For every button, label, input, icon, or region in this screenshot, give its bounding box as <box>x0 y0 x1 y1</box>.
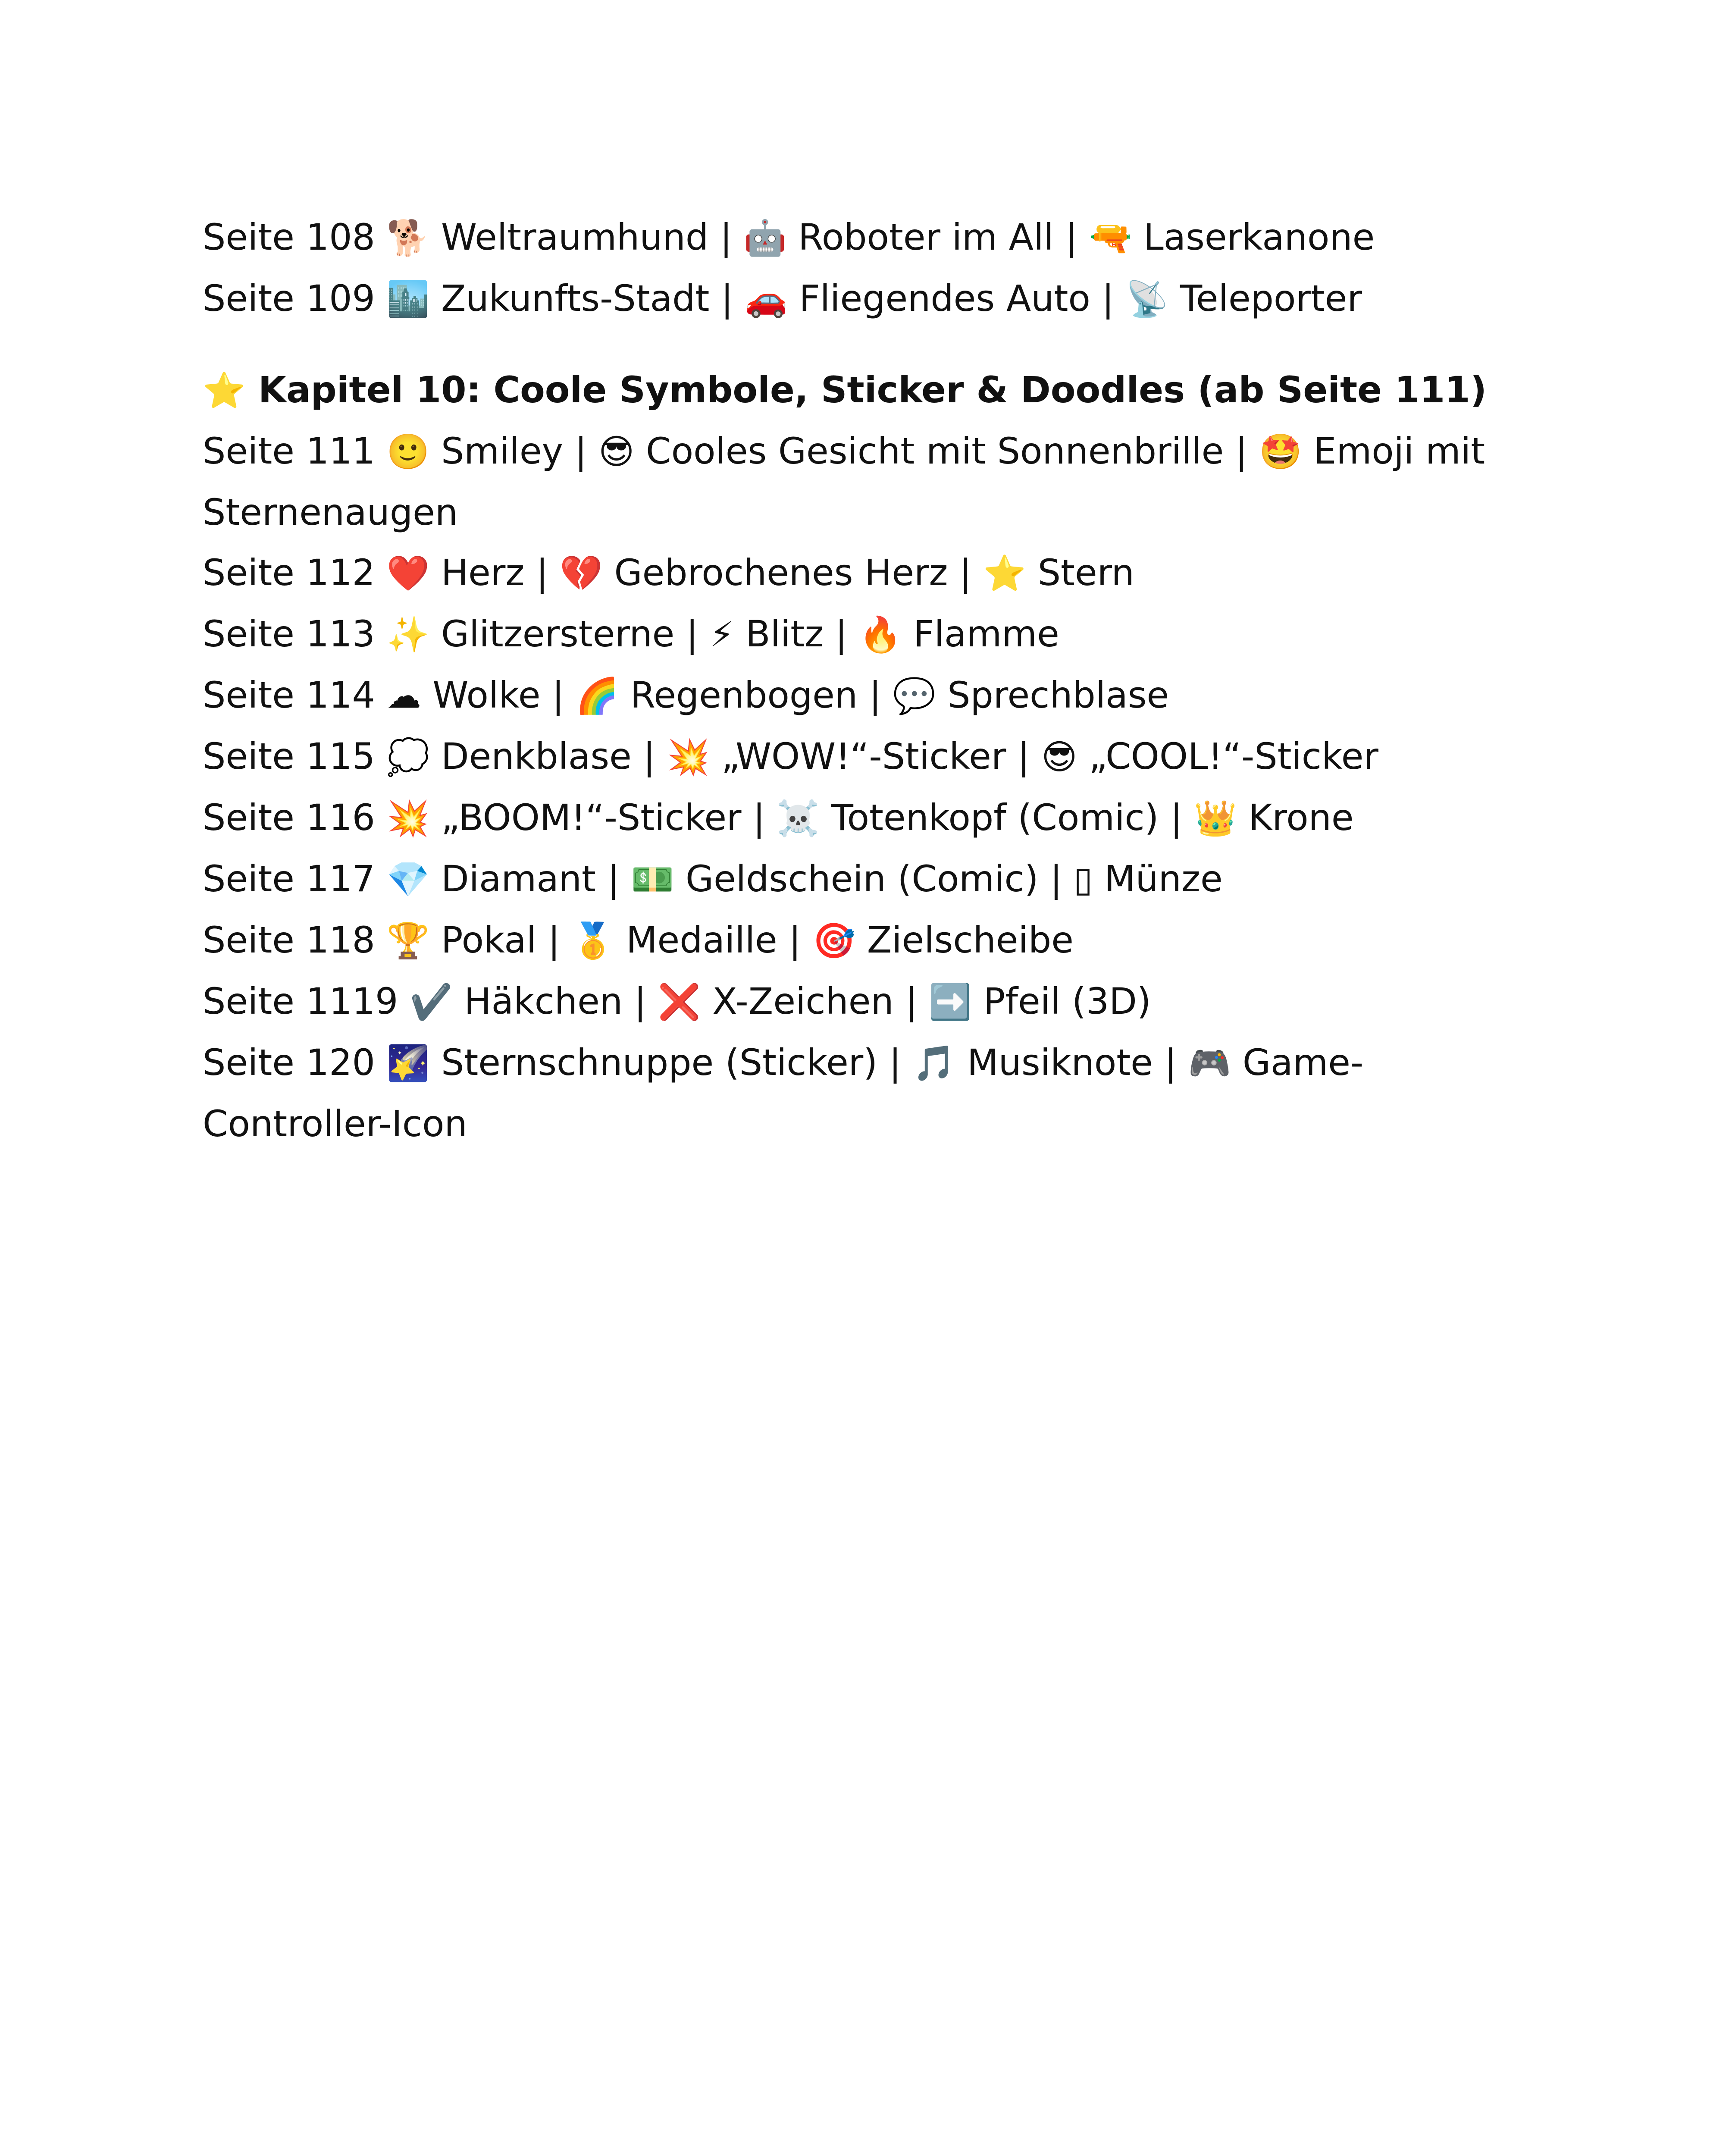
item-label: Gebrochenes Herz <box>614 552 948 594</box>
page-line <box>203 971 1531 1032</box>
page-number: Seite 1119 <box>203 980 398 1022</box>
separator: | <box>1102 277 1114 320</box>
separator: | <box>753 796 765 839</box>
separator: | <box>1170 796 1183 839</box>
game-controller-icon: 🎮 <box>1188 1043 1231 1083</box>
page-line <box>203 910 1531 971</box>
smiley-icon: 🙂 <box>386 432 430 472</box>
item-label: Diamant <box>441 858 596 900</box>
item-label: Wolke <box>432 674 541 716</box>
star-icon: ⭐ <box>203 370 246 411</box>
item-label: Sternschnuppe (Sticker) <box>441 1041 878 1084</box>
laser-gun-icon: 🔫 <box>1089 218 1132 258</box>
banknote-icon: 💵 <box>631 859 674 899</box>
broken-heart-icon: 💔 <box>560 553 603 593</box>
item-label: Cooles Gesicht mit Sonnenbrille <box>646 430 1224 472</box>
item-label: Roboter im All <box>798 216 1054 258</box>
thought-bubble-icon: 💭 <box>386 737 430 777</box>
chapter-9-lines <box>203 207 1531 329</box>
item-label: Denkblase <box>441 735 632 777</box>
separator: | <box>634 980 647 1022</box>
missing-glyph-icon: ▯ <box>1074 859 1093 899</box>
separator: | <box>1065 216 1077 258</box>
collision-icon: 💥 <box>386 798 430 838</box>
item-label: Blitz <box>745 613 824 655</box>
item-label: Krone <box>1248 796 1354 839</box>
satellite-dish-icon: 📡 <box>1125 279 1169 319</box>
item-label: Flamme <box>913 613 1059 655</box>
city-icon: 🏙️ <box>386 279 430 319</box>
cloud-icon: ☁ <box>386 676 421 716</box>
separator: | <box>1164 1041 1177 1084</box>
crown-icon: 👑 <box>1194 798 1237 838</box>
separator: | <box>835 613 848 655</box>
item-label: X-Zeichen <box>712 980 894 1022</box>
star-eyes-icon: 🤩 <box>1259 432 1302 472</box>
separator: | <box>643 735 655 777</box>
page-number: Seite 118 <box>203 919 375 961</box>
item-label: Medaille <box>626 919 777 961</box>
item-label: Häkchen <box>464 980 623 1022</box>
page-number: Seite 108 <box>203 216 375 258</box>
arrow-right-icon: ➡️ <box>929 982 972 1022</box>
medal-icon: 🥇 <box>571 921 615 961</box>
item-label: Geldschein (Comic) <box>686 858 1039 900</box>
item-label: „COOL!“-Sticker <box>1089 735 1378 777</box>
page-number: Seite 115 <box>203 735 375 777</box>
separator: | <box>607 858 620 900</box>
item-label: Zukunfts-Stadt <box>441 277 710 320</box>
speech-bubble-icon: 💬 <box>893 676 936 716</box>
item-label: Musiknote <box>967 1041 1153 1084</box>
page-line <box>203 1032 1531 1154</box>
page-line <box>203 849 1531 910</box>
music-note-icon: 🎵 <box>912 1043 956 1083</box>
separator: | <box>905 980 918 1022</box>
item-label: Emoji mit Sternenaugen <box>203 430 1485 533</box>
separator: | <box>686 613 698 655</box>
skull-icon: ☠️ <box>777 798 820 838</box>
separator: | <box>889 1041 902 1084</box>
item-label: Teleporter <box>1180 277 1362 320</box>
item-label: Herz <box>441 552 525 594</box>
separator: | <box>720 216 733 258</box>
item-label: Laserkanone <box>1143 216 1375 258</box>
item-label: Smiley <box>441 430 564 472</box>
item-label: Pfeil (3D) <box>983 980 1151 1022</box>
chapter-heading-text: Kapitel 10: Coole Symbole, Sticker & Doodles (ab Seite 111) <box>258 369 1487 411</box>
cross-mark-icon: ❌ <box>658 982 701 1022</box>
item-label: Sprechblase <box>947 674 1169 716</box>
separator: | <box>959 552 972 594</box>
item-label: Zielscheibe <box>867 919 1074 961</box>
rainbow-icon: 🌈 <box>576 676 619 716</box>
car-icon: 🚗 <box>745 279 788 319</box>
star-icon: ⭐ <box>983 553 1026 593</box>
item-label: Fliegendes Auto <box>799 277 1090 320</box>
sunglasses-face-icon: 😎 <box>598 432 635 472</box>
space-dog-icon: 🐕 <box>386 218 430 258</box>
lightning-icon: ⚡ <box>710 614 734 655</box>
item-label: „WOW!“-Sticker <box>721 735 1006 777</box>
item-label: Pokal <box>441 919 537 961</box>
page-number: Seite 111 <box>203 430 375 472</box>
target-icon: 🎯 <box>812 921 856 961</box>
trophy-icon: 🏆 <box>386 921 430 961</box>
separator: | <box>1235 430 1248 472</box>
page-line <box>203 207 1531 268</box>
shooting-star-icon: 🌠 <box>386 1043 430 1083</box>
page-line <box>203 604 1531 665</box>
chapter-heading <box>203 360 1531 421</box>
item-label: Game-Controller-Icon <box>203 1041 1364 1145</box>
heart-icon: ❤️ <box>386 553 430 593</box>
page-line <box>203 787 1531 849</box>
item-label: Münze <box>1104 858 1223 900</box>
document-page <box>203 207 1531 1154</box>
page-number: Seite 112 <box>203 552 375 594</box>
separator: | <box>789 919 801 961</box>
separator: | <box>869 674 882 716</box>
page-number: Seite 113 <box>203 613 375 655</box>
collision-icon: 💥 <box>667 737 710 777</box>
page-number: Seite 117 <box>203 858 375 900</box>
separator: | <box>536 552 548 594</box>
item-label: Stern <box>1037 552 1134 594</box>
item-label: Glitzersterne <box>441 613 675 655</box>
checkmark-icon: ✔️ <box>410 982 453 1022</box>
chapter-10-lines <box>203 421 1531 1154</box>
flame-icon: 🔥 <box>859 614 902 655</box>
item-label: Regenbogen <box>630 674 858 716</box>
item-label: „BOOM!“-Sticker <box>441 796 742 839</box>
separator: | <box>721 277 733 320</box>
page-line <box>203 665 1531 726</box>
page-line <box>203 726 1531 787</box>
page-number: Seite 116 <box>203 796 375 839</box>
page-line <box>203 421 1531 542</box>
page-number: Seite 109 <box>203 277 375 320</box>
separator: | <box>1018 735 1030 777</box>
diamond-icon: 💎 <box>386 859 430 899</box>
page-line <box>203 542 1531 604</box>
item-label: Totenkopf (Comic) <box>831 796 1159 839</box>
page-line <box>203 268 1531 329</box>
separator: | <box>548 919 561 961</box>
page-number: Seite 114 <box>203 674 375 716</box>
separator: | <box>552 674 564 716</box>
separator: | <box>574 430 587 472</box>
sunglasses-face-icon: 😎 <box>1041 737 1077 777</box>
item-label: Weltraumhund <box>441 216 709 258</box>
robot-icon: 🤖 <box>743 218 787 258</box>
sparkles-icon: ✨ <box>386 614 430 655</box>
separator: | <box>1050 858 1062 900</box>
page-number: Seite 120 <box>203 1041 375 1084</box>
